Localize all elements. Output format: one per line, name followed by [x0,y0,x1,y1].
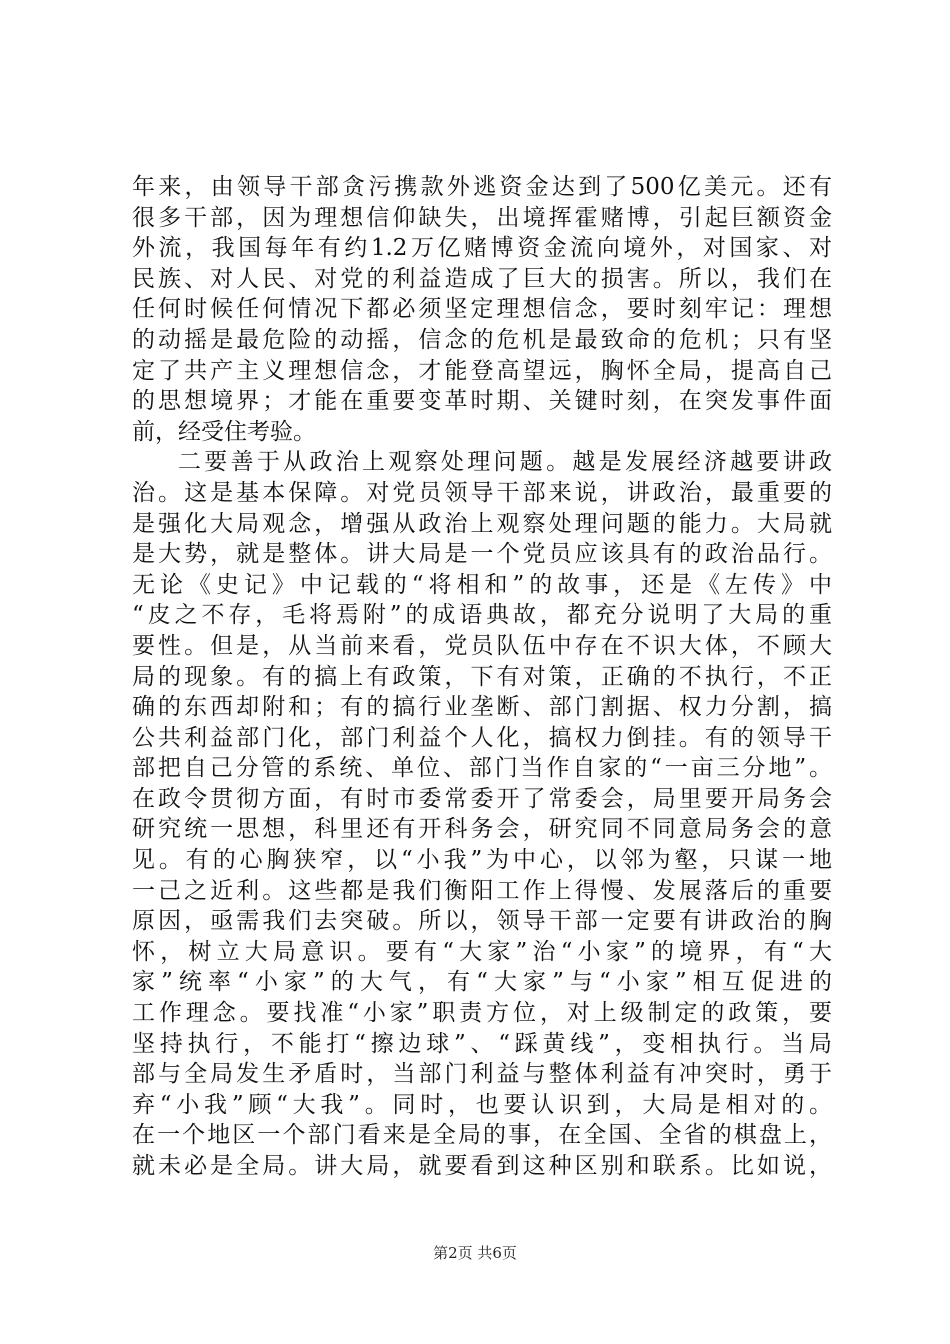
text-line: 见。有的心胸狭窄，以“小我”为中心，以邻为壑，只谋一地 [132,847,832,874]
text-line: 就未必是全局。讲大局，就要看到这种区别和联系。比如说， [132,1153,832,1179]
text-line: 弃“小我”顾“大我”。同时，也要认识到，大局是相对的。 [132,1091,832,1118]
text-line: 民族、对人民、对党的利益造成了巨大的损害。所以，我们在 [132,265,832,292]
text-line: 无论《史记》中记载的“将相和”的故事，还是《左传》中 [132,571,832,598]
text-line: 在一个地区一个部门看来是全局的事，在全国、全省的棋盘上， [132,1122,832,1149]
text-line: 工作理念。要找准“小家”职责方位，对上级制定的政策，要 [132,1000,832,1027]
text-line: 任何时候任何情况下都必须坚定理想信念，要时刻牢记：理想 [132,296,832,323]
text-line: 年来，由领导干部贪污携款外逃资金达到了500亿美元。还有 [132,174,832,200]
text-line: 确的东西却附和；有的搞行业垄断、部门割据、权力分割，搞 [132,694,832,721]
text-line: 是强化大局观念，增强从政治上观察处理问题的能力。大局就 [132,510,832,537]
text-line: 的思想境界；才能在重要变革时期、关键时刻，在突发事件面 [132,388,832,415]
text-line: 治。这是基本保障。对党员领导干部来说，讲政治，最重要的 [132,479,832,506]
document-body [132,172,832,1182]
text-line: 定了共产主义理想信念，才能登高望远，胸怀全局，提高自己 [132,357,832,384]
text-line: 要性。但是，从当前来看，党员队伍中存在不识大体，不顾大 [132,632,832,659]
text-line: 在政令贯彻方面，有时市委常委开了常委会，局里要开局务会 [132,785,832,812]
text-line: 研究统一思想，科里还有开科务会，研究同不同意局务会的意 [132,816,832,843]
text-line: 外流，我国每年有约1.2万亿赌博资金流向境外，对国家、对 [132,235,832,262]
text-line: “皮之不存，毛将焉附”的成语典故，都充分说明了大局的重 [132,602,832,629]
text-line: 怀，树立大局意识。要有“大家”治“小家”的境界，有“大 [132,938,832,965]
text-line: 的动摇是最危险的动摇，信念的危机是最致命的危机；只有坚 [132,326,832,353]
text-line: 坚持执行，不能打“擦边球”、“踩黄线”，变相执行。当局 [132,1030,832,1057]
text-line: 公共利益部门化，部门利益个人化，搞权力倒挂。有的领导干 [132,724,832,751]
text-line: 家”统率“小家”的大气，有“大家”与“小家”相互促进的 [132,969,832,996]
paragraph-first-line: 二要善于从政治上观察处理问题。越是发展经济越要讲政 [178,449,832,476]
text-line: 是大势，就是整体。讲大局是一个党员应该具有的政治品行。 [132,541,832,568]
text-line: 前，经受住考验。 [132,418,316,445]
text-line: 一己之近利。这些都是我们衡阳工作上得慢、发展落后的重要 [132,877,832,904]
text-line: 很多干部，因为理想信仰缺失，出境挥霍赌博，引起巨额资金 [132,204,832,231]
text-line: 原因，亟需我们去突破。所以，领导干部一定要有讲政治的胸 [132,908,832,935]
text-line: 局的现象。有的搞上有政策，下有对策，正确的不执行，不正 [132,663,832,690]
page-number-footer: 第2页 共6页 [433,1244,517,1262]
text-line: 部与全局发生矛盾时，当部门利益与整体利益有冲突时，勇于 [132,1061,832,1088]
text-line: 部把自己分管的系统、单位、部门当作自家的“一亩三分地”。 [132,755,832,782]
